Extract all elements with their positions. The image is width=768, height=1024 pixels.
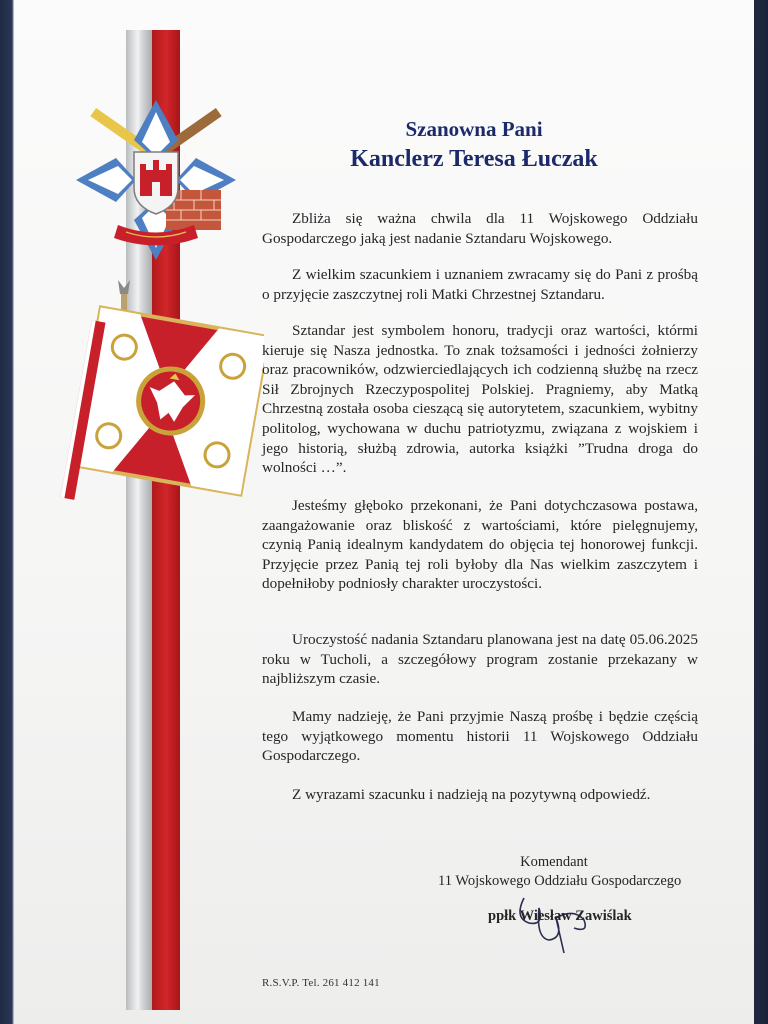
paragraph-2: Z wielkim szacunkiem i uznaniem zwracamy się do Pani z prośbą o przyjęcie zaszczytnej roli Matki Chrzestnej Sztandaru. bbox=[262, 266, 698, 303]
salutation-recipient-name: Kanclerz Teresa Łuczak bbox=[350, 146, 598, 172]
paragraph-1: Zbliża się ważna chwila dla 11 Wojskowego Oddziału Gospodarczego jaką jest nadanie Sztandaru Wojskowego. bbox=[262, 210, 698, 247]
signature-unit: 11 Wojskowego Oddziału Gospodarczego bbox=[438, 873, 682, 889]
signature-name: ppłk Wiesław Zawiślak bbox=[488, 908, 632, 924]
paragraph-4: Jesteśmy głęboko przekonani, że Pani dotychczasowa postawa, zaangażowanie oraz bliskość z wartościami, które pielęgnujemy, czynią Panią idealnym kandydatem do objęcia tej honorowej funkcji. Przyjęcie przez Panią tej roli byłoby dla Nas wielkim zaszczytem i dopełniłoby podniosły charakter uroczystości. bbox=[262, 497, 698, 593]
letter-page bbox=[14, 0, 754, 1024]
signature-role: Komendant bbox=[520, 854, 588, 870]
paragraph-3: Sztandar jest symbolem honoru, tradycji oraz wartości, którmi kieruje się Nasza jednostka. To znak tożsamości i jedności żołnierzy oraz pracowników, odzwierciedlających ich codzienną służbę na rzecz Sił Zbrojnych Rzeczypospolitej Polskiej. Pragniemy, aby Matką Chrzestną została osoba cieszącą się autorytetem, szacunkiem, wybitny politolog, wychowana w duchu patriotyzmu, związana z wojskiem i jego historią, służbą zdrowia, autorka książki ”Trudna droga do wolności …”. bbox=[262, 322, 698, 477]
salutation-line1: Szanowna Pani bbox=[405, 117, 543, 141]
rsvp-phone: R.S.V.P. Tel. 261 412 141 bbox=[262, 977, 380, 989]
paragraph-6: Mamy nadzieję, że Pani przyjmie Naszą prośbę i będzie częścią tego wyjątkowego momentu historii 11 Wojskowego Oddziału Gospodarczego. bbox=[262, 708, 698, 765]
closing-line: Z wyrazami szacunku i nadzieją na pozytywną odpowiedź. bbox=[292, 786, 651, 803]
military-cross-emblem-icon bbox=[66, 90, 246, 270]
paragraph-5: Uroczystość nadania Sztandaru planowana jest na datę 05.06.2025 roku w Tucholi, a szczegółowy program zostanie przekazany w najbliższym czasie. bbox=[262, 631, 698, 688]
regimental-banner-icon bbox=[54, 280, 264, 520]
